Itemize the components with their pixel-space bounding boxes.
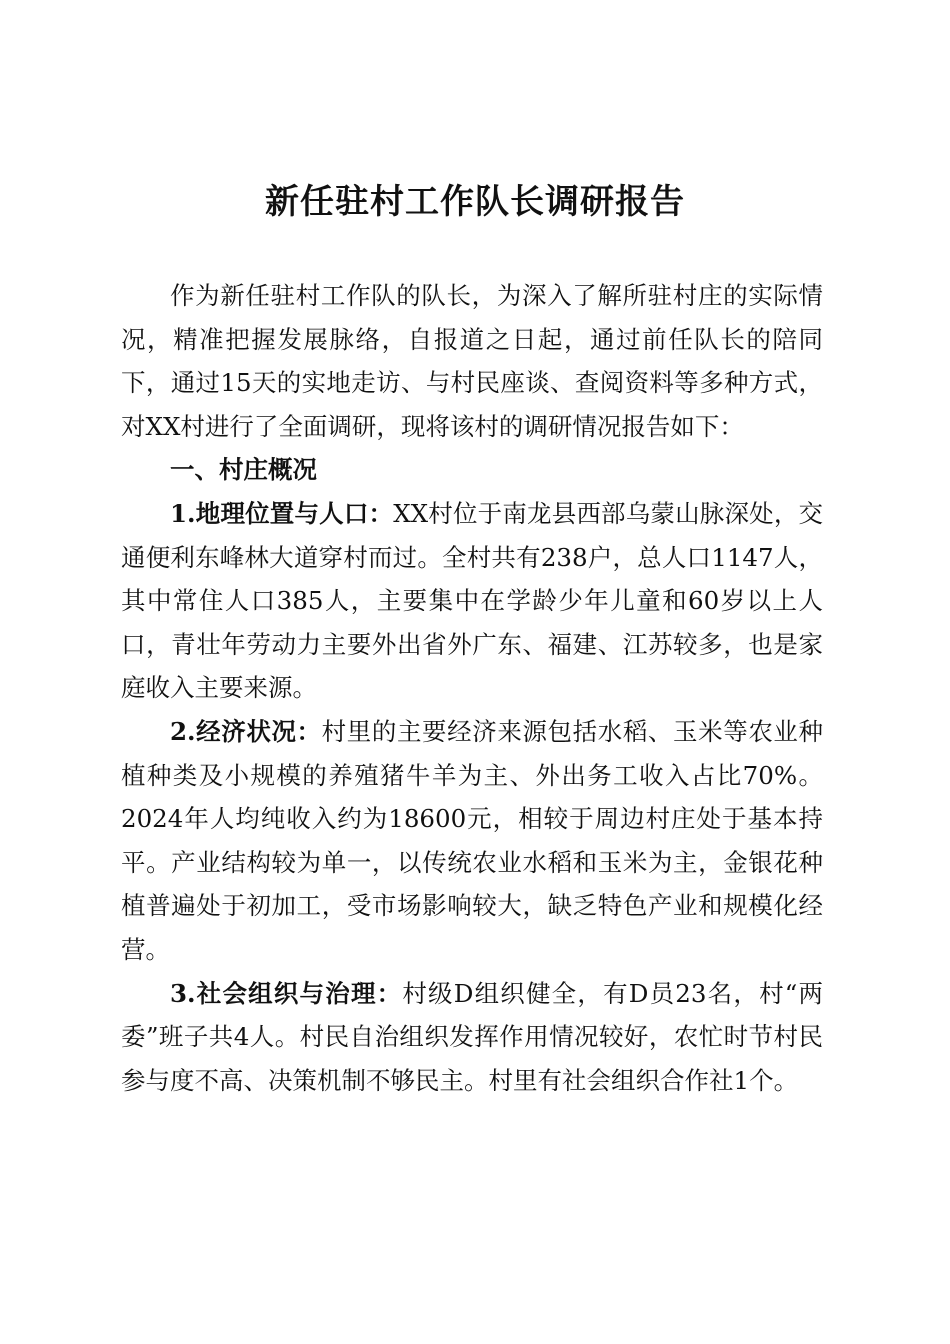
paragraph-social-governance bbox=[121, 972, 823, 1103]
paragraph-economy bbox=[121, 710, 823, 972]
document-body bbox=[121, 274, 823, 1102]
intro-paragraph: 作为新任驻村工作队的队长，为深入了解所驻村庄的实际情况，精准把握发展脉络，自报道之日起，通过前任队长的陪同下，通过15天的实地走访、与村民座谈、查阅资料等多种方式，对XX村进行了全面调研，现将该村的调研情况报告如下： bbox=[121, 281, 823, 441]
paragraph-lead: 3.社会组织与治理： bbox=[170, 978, 403, 1008]
document-title: 新任驻村工作队长调研报告 bbox=[265, 182, 685, 222]
paragraph-text: 村里的主要经济来源包括水稻、玉米等农业种植种类及小规模的养殖猪牛羊为主、外出务工收入占比70%。2024年人均纯收入约为18600元，相较于周边村庄处于基本持平。产业结构较为单一，以传统农业水稻和玉米为主，金银花种植普遍处于初加工，受市场影响较大，缺乏特色产业和规模化经营。 bbox=[121, 716, 824, 964]
paragraph-text: XX村位于南龙县西部乌蒙山脉深处，交通便利东峰林大道穿村而过。全村共有238户，总人口1147人，其中常住人口385人，主要集中在学龄少年儿童和60岁以上人口，青壮年劳动力主要外出省外广东、福建、江苏较多，也是家庭收入主要来源。 bbox=[121, 498, 824, 703]
paragraph-lead: 1.地理位置与人口： bbox=[170, 498, 394, 528]
paragraph-text: 村级D组织健全，有D员23名，村“两委”班子共4人。村民自治组织发挥作用情况较好，农忙时节村民参与度不高、决策机制不够民主。村里有社会组织合作社1个。 bbox=[121, 978, 823, 1095]
paragraph-lead: 2.经济状况： bbox=[170, 716, 322, 746]
section-heading-village-overview: 一、村庄概况 bbox=[170, 455, 317, 485]
paragraph-geography-population bbox=[121, 492, 823, 710]
